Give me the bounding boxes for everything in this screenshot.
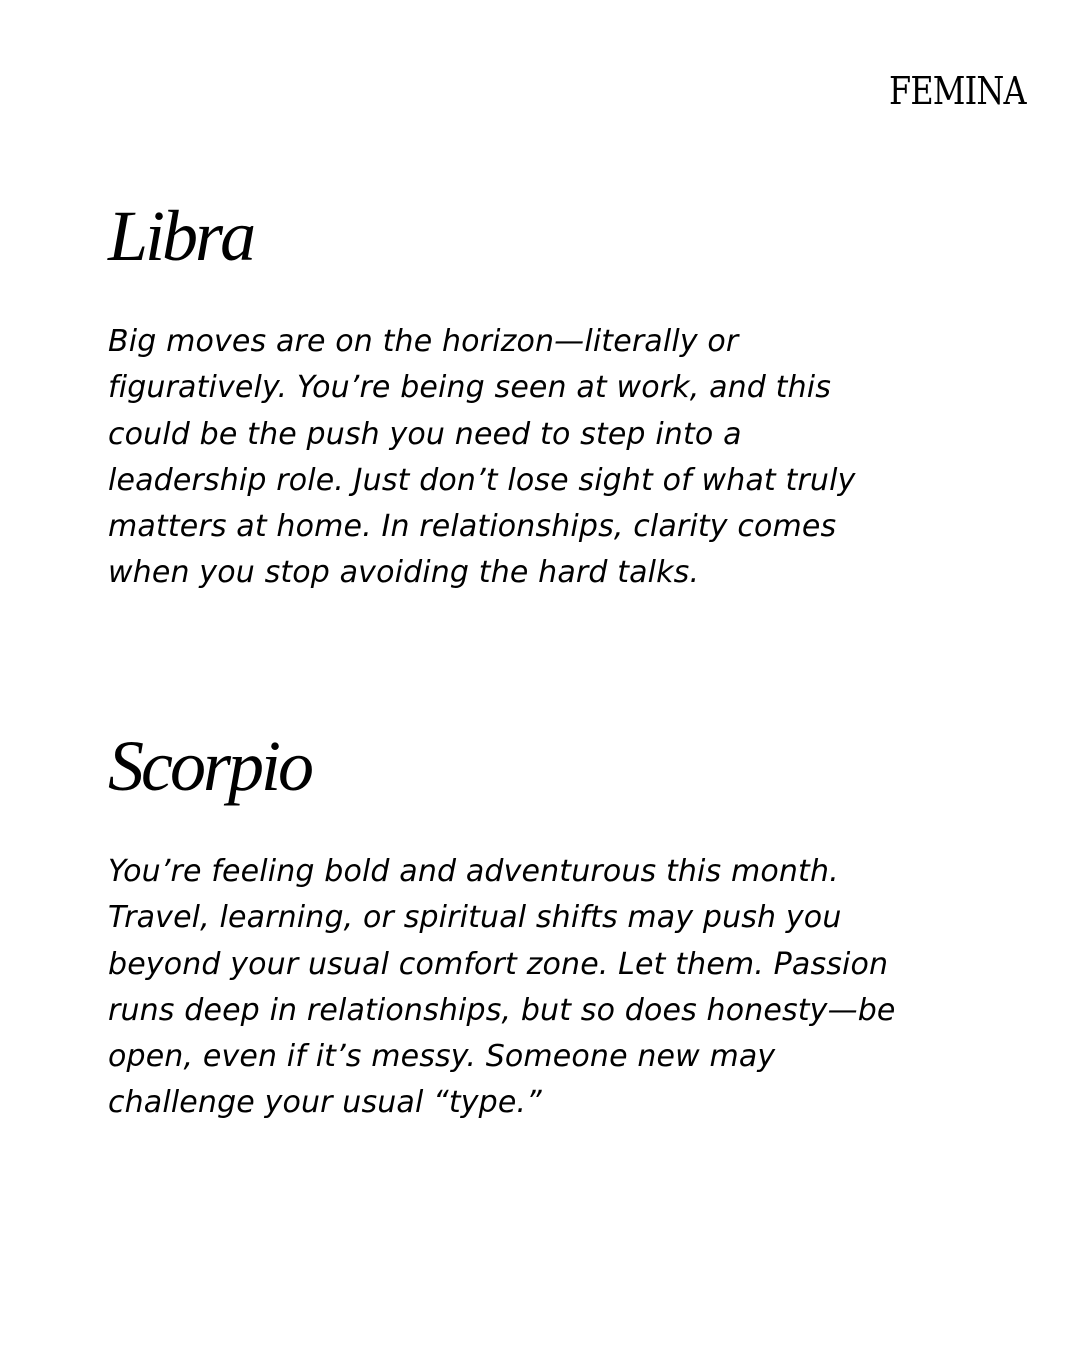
brand-logo: FEMINA — [889, 69, 1026, 113]
scorpio-heading: Scorpio — [108, 726, 311, 806]
text-line: open, even if it’s messy. Someone new may — [108, 1039, 776, 1075]
libra-horoscope-text — [108, 319, 988, 597]
text-line: figuratively. You’re being seen at work, and this — [108, 370, 832, 406]
scorpio-horoscope-text — [108, 849, 988, 1127]
text-line: Travel, learning, or spiritual shifts may push you — [108, 900, 842, 936]
libra-heading: Libra — [108, 196, 254, 276]
scorpio-section — [108, 726, 988, 1127]
text-line: when you stop avoiding the hard talks. — [108, 555, 700, 591]
text-line: leadership role. Just don’t lose sight of what truly — [108, 462, 856, 498]
text-line: beyond your usual comfort zone. Let them. Passion — [108, 946, 889, 982]
text-line: could be the push you need to step into a — [108, 416, 742, 452]
text-line: runs deep in relationships, but so does honesty—be — [108, 992, 896, 1028]
libra-section — [108, 196, 988, 597]
text-line: Big moves are on the horizon—literally or — [108, 324, 739, 359]
text-line: matters at home. In relationships, clarity comes — [108, 509, 837, 545]
text-line: challenge your usual “type.” — [108, 1085, 542, 1121]
text-line: You’re feeling bold and adventurous this month. — [108, 854, 839, 889]
